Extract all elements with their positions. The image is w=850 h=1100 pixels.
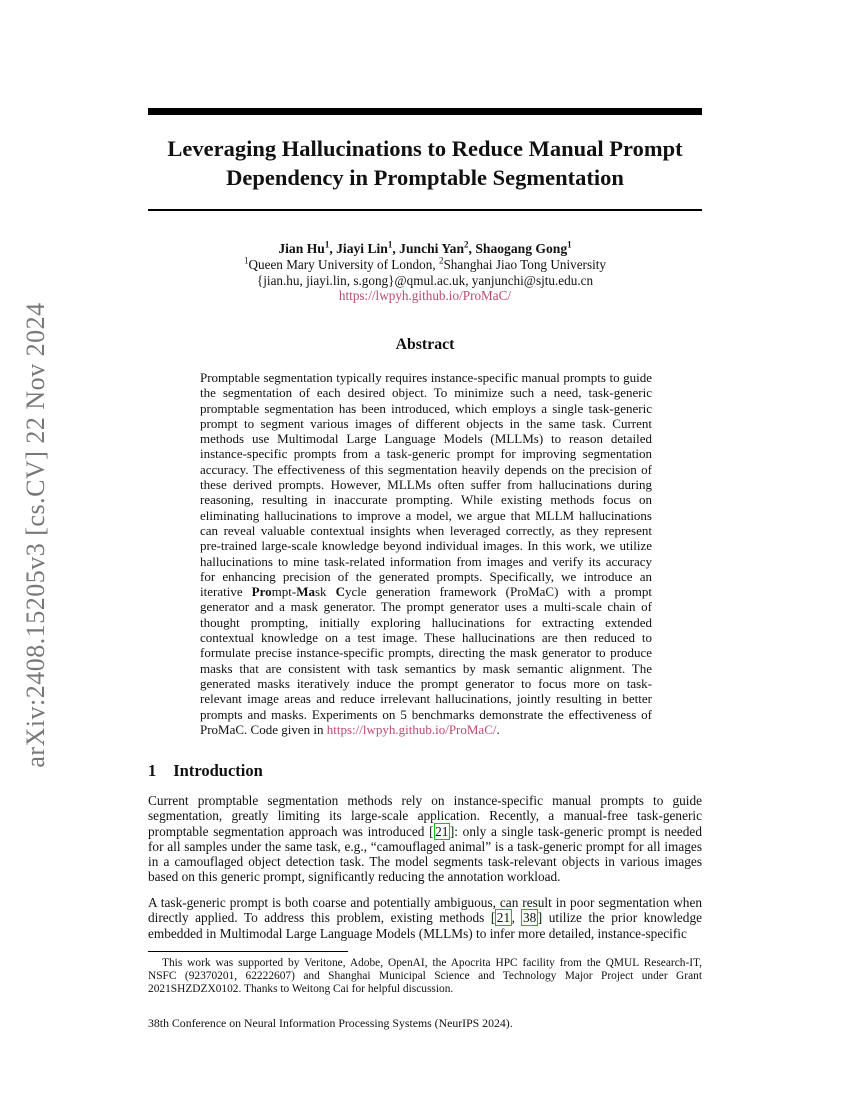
author-emails: {jian.hu, jiayi.lin, s.gong}@qmul.ac.uk, yanjunchi@sjtu.edu.cn (256, 272, 594, 288)
author-names: Jian Hu$^1$, Jiayi Lin$^1$, Junchi Yan$^2$, Shaogang Gong$^1$ (278, 239, 572, 256)
section-heading-introduction (148, 761, 702, 781)
arxiv-watermark: arXiv:2408.15205v3 [cs.CV] 22 Nov 2024 (21, 302, 50, 768)
superscript: 1 (567, 239, 572, 250)
intro-paragraph-1: Current promptable segmentation methods rely on instance-specific manual prompts to guide segmentation, greatly limiting its large-scale application. Recently, a manual-free task-generic promptable segmentation approach was introduced [ 21 ]: only a single task-generic prompt is needed for all samples under the same task, e.g., “camouflaged animal” is a task-generic prompt for all images in a camouflaged object detection task. The model segments task-relevant objects in various images based on this generic prompt, significantly reducing the annotation workload. (148, 793, 702, 885)
author-block (148, 241, 702, 304)
title-rule-bottom (148, 209, 702, 211)
project-url-link[interactable]: https://lwpyh.github.io/ProMaC/ (338, 288, 512, 304)
section-number: 1 (148, 761, 157, 780)
paper-title-line-1: Leveraging Hallucinations to Reduce Manual Prompt (167, 136, 683, 161)
abstract-text: Promptable segmentation typically requires instance-specific manual prompts to guide the segmentation of each desired object. To minimize such a need, task-generic promptable segmentation has been introduced, which employs a single task-generic prompt to segment various images of different objects in the same task. Current methods use Multimodal Large Language Models (MLLMs) to reason detailed instance-specific prompts from a task-generic prompt for improving segmentation accuracy. The effectiveness of this segmentation heavily depends on the precision of these derived prompts. However, MLLMs often suffer from hallucinations during reasoning, resulting in inaccurate prompting. While existing methods focus on eliminating hallucinations to improve a model, we argue that MLLM hallucinations can reveal valuable contextual insights when leveraged correctly, as they represent pre-trained large-scale knowledge beyond individual images. In this work, we utilize hallucinations to mine task-related information from images and verify its accuracy for enhancing precision of the generated prompts. Specifically, we introduce an iterative Prompt-Mask Cycle generation framework (ProMaC) with a prompt generator and a mask generator. The prompt generator uses a multi-scale chain of thought prompting, initially exploring hallucinations for extracting extended contextual knowledge on a test image. These hallucinations are then reduced to formulate precise instance-specific prompts, directing the mask generator to produce masks that are consistent with task semantics by mask semantic alignment. The generated masks iteratively induce the prompt generator to focus more on task-relevant image areas and reduce irrelevant hallucinations, jointly resulting in better prompts and masks. Experiments on 5 benchmarks demonstrate the effectiveness of ProMaC. Code given in https://lwpyh.github.io/ProMaC/. (200, 370, 652, 737)
superscript: 1 (324, 239, 330, 250)
bold-text: C (335, 584, 345, 600)
superscript: 1 (387, 239, 393, 250)
citation-ref[interactable]: 21 (435, 823, 449, 839)
superscript: 1 (243, 256, 249, 267)
footnote-rule (148, 951, 348, 952)
affiliations: $^1$Queen Mary University of London, $^2$Shanghai Jiao Tong University (243, 256, 607, 273)
superscript: 2 (464, 239, 469, 250)
bold-text: Pro (251, 584, 272, 600)
bold-text: Ma (296, 584, 315, 600)
inline-url-link[interactable]: https://lwpyh.github.io/ProMaC/ (326, 721, 497, 737)
intro-paragraph-2: A task-generic prompt is both coarse and potentially ambiguous, can result in poor segmentation when directly applied. To address this problem, existing methods [ 21 , 38 ] utilize the prior knowledge embedded in Multimodal Large Language Models (MLLMs) to infer more detailed, instance-specific (148, 895, 703, 941)
title-rule-top (148, 108, 702, 115)
paper-title-line-2: Dependency in Promptable Segmentation (226, 165, 624, 190)
conference-footer: 38th Conference on Neural Information Processing Systems (NeurIPS 2024). (148, 1016, 513, 1030)
footnote-text: This work was supported by Veritone, Adobe, OpenAI, the Apocrita HPC facility from the QMUL Research-IT, NSFC (92370201, 62222607) and Shanghai Municipal Science and Technology Major Project under Grant 2021SHZDZX0102. Thanks to Weitong Cai for helpful discussion. (148, 957, 702, 995)
citation-ref[interactable]: 38 (522, 910, 537, 926)
citation-ref[interactable]: 21 (496, 910, 511, 926)
superscript: 2 (438, 256, 444, 267)
abstract-heading: Abstract (395, 336, 455, 353)
section-title: Introduction (173, 761, 263, 780)
paper-title (148, 134, 702, 192)
